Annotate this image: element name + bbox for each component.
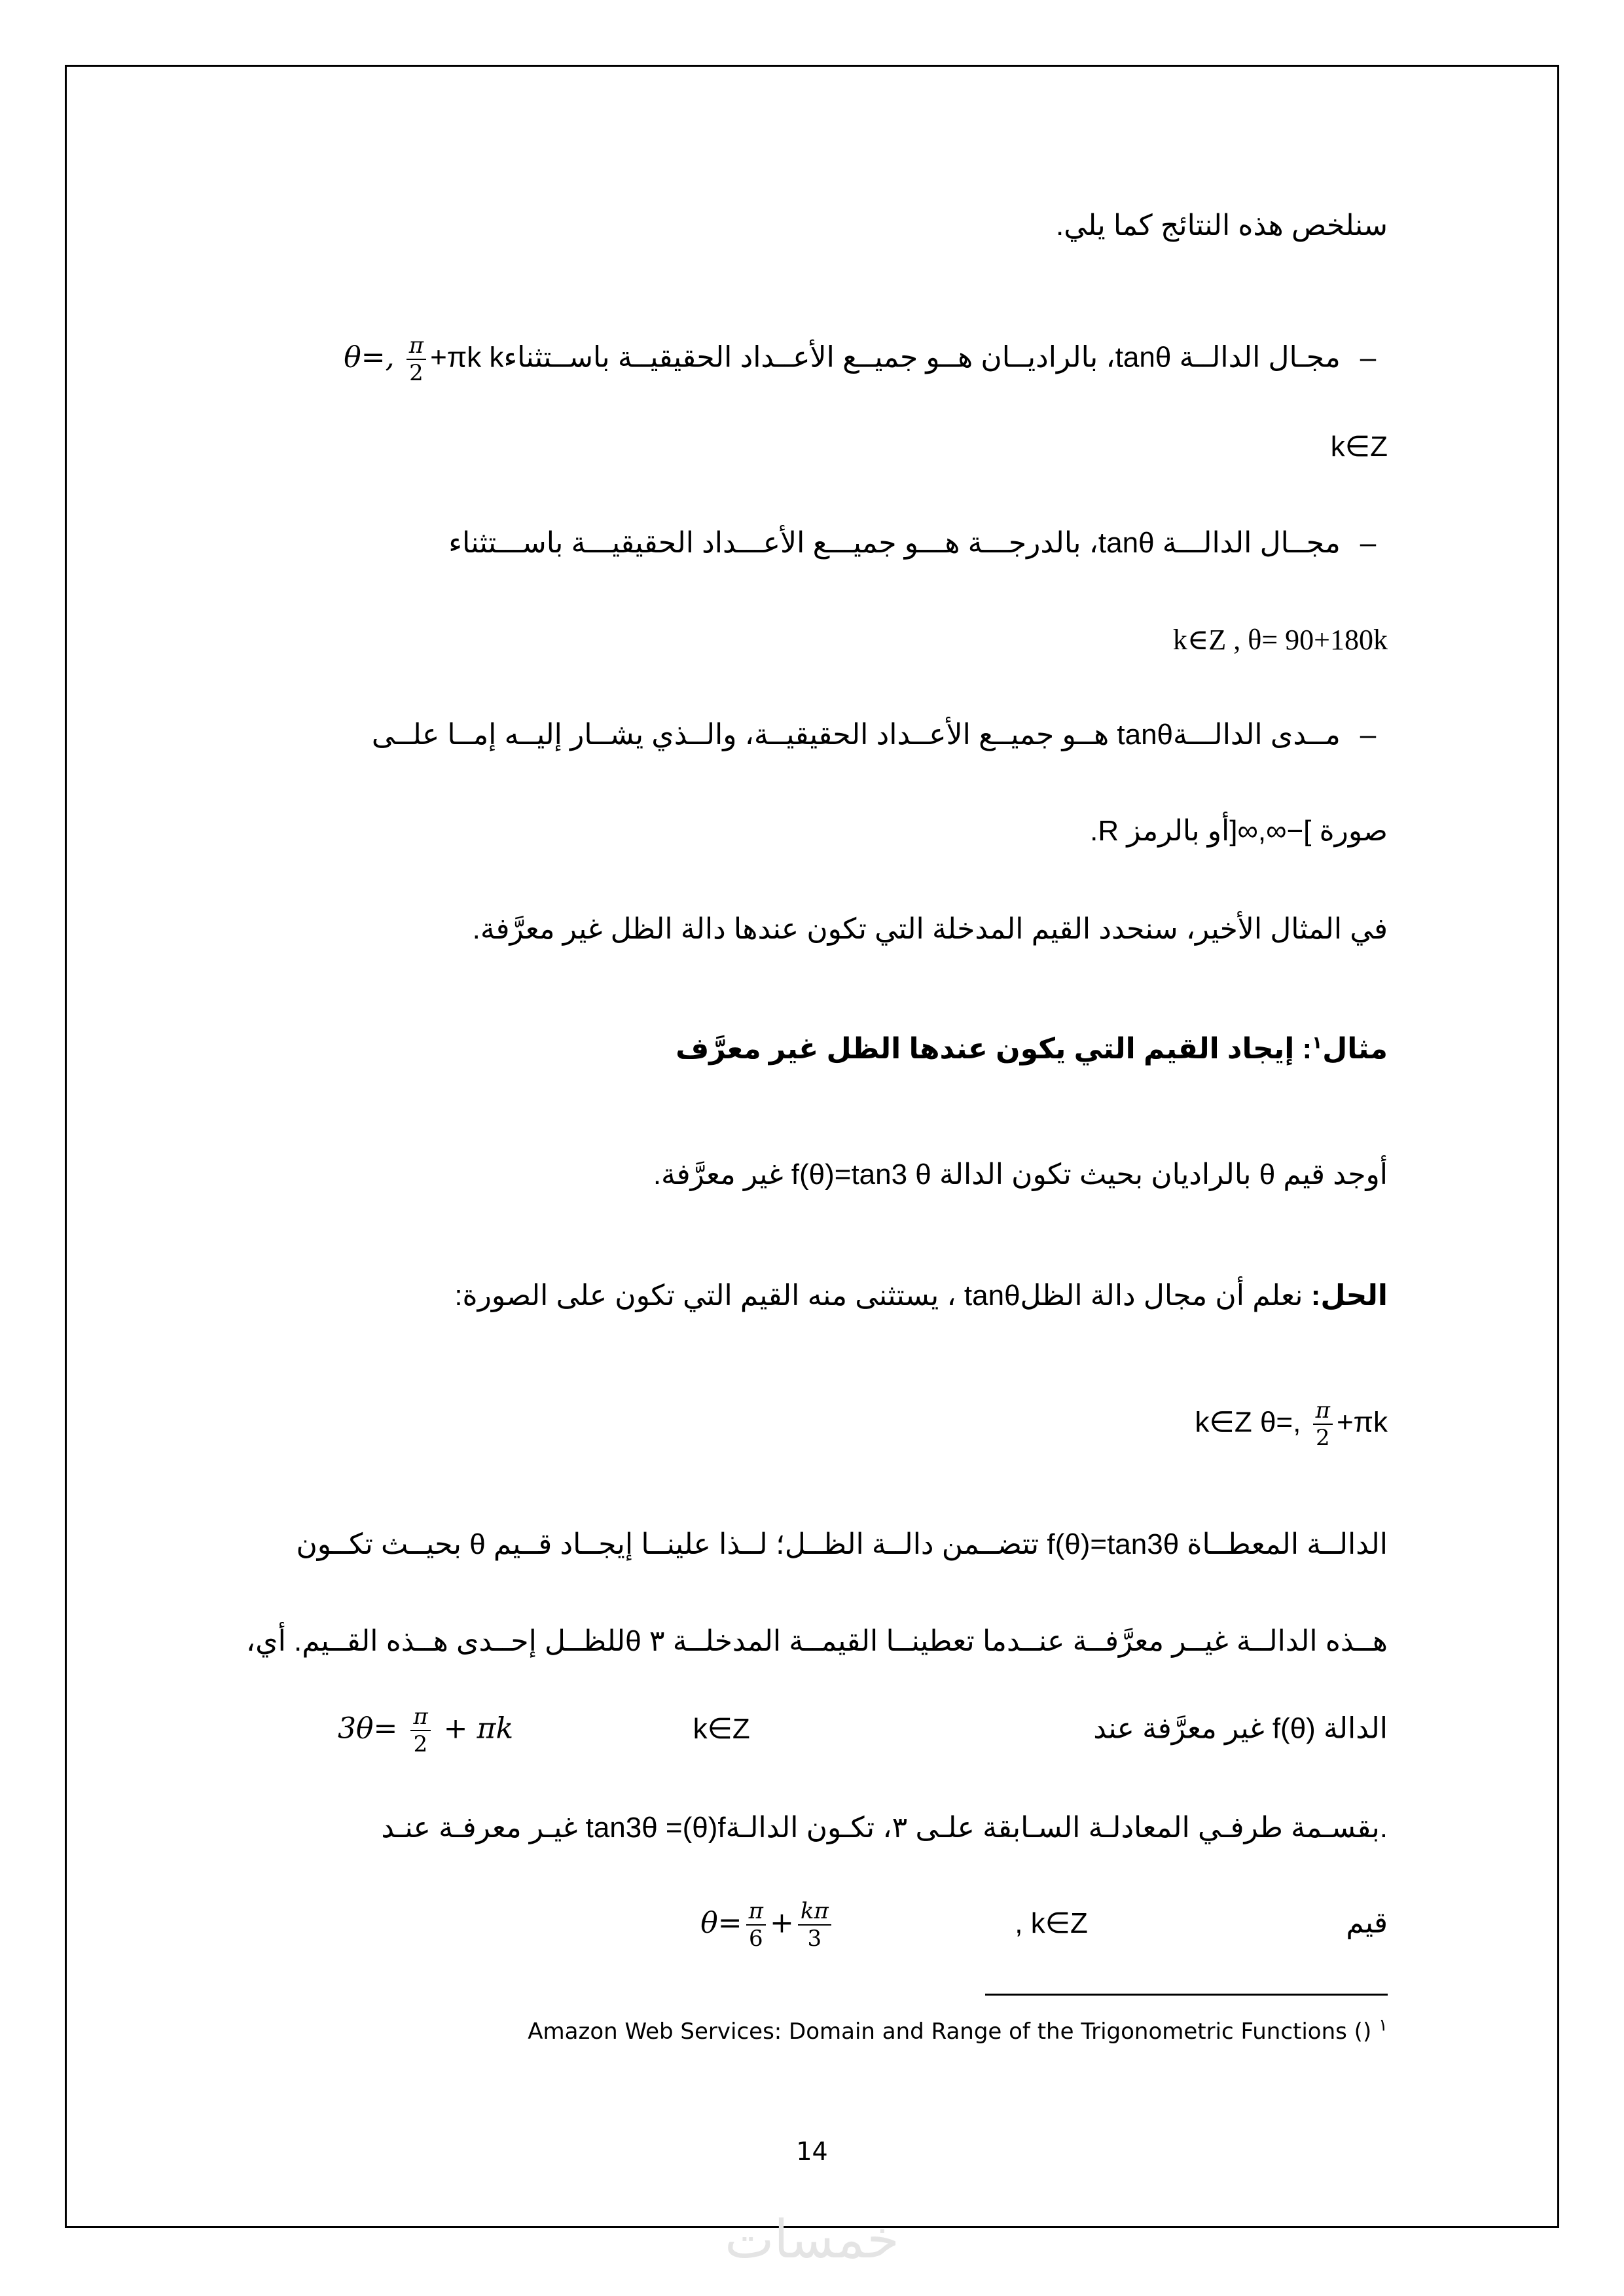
formula-tail: +πk	[1336, 1406, 1388, 1439]
bullet-3-text: مــدى الدالـــةtanθ هــو جميــع الأعــداد الحقيقيــة، والــذي يشــار إليــه إمــا علــى	[371, 719, 1341, 751]
condition-text: الدالة f(θ) غير معرَّفة عند	[1093, 1712, 1388, 1745]
fraction-numerator: π	[410, 1704, 430, 1731]
result-fraction-1	[746, 1898, 766, 1952]
example-heading	[245, 1030, 1388, 1069]
fraction-denominator: 2	[409, 360, 424, 386]
solution-text: نعلم أن مجال دالة الظلtanθ ، يستثنى منه القيم التي تكون على الصورة:	[454, 1280, 1311, 1312]
watermark-logo: خمسات	[725, 2210, 899, 2269]
fraction-denominator: 6	[748, 1926, 763, 1952]
bullet-1-fraction	[406, 332, 426, 386]
bullet-1-formula	[344, 332, 481, 386]
fraction-denominator: 2	[1315, 1425, 1330, 1451]
result-label: قيم	[1346, 1907, 1388, 1939]
last-example-text: في المثال الأخير، سنحدد القيم المدخلة التي تكون عندها دالة الظل غير معرَّفة.	[472, 913, 1388, 945]
condition-equation	[338, 1704, 513, 1757]
paragraph-line-1	[245, 1525, 1388, 1564]
bullet-2-formula: k∈Z , θ= 90+180k	[1172, 624, 1388, 656]
fraction-numerator: kπ	[798, 1898, 831, 1926]
page-number: 14	[796, 2137, 828, 2166]
result-theta: θ=	[700, 1906, 742, 1940]
bullet-3-continuation	[245, 812, 1388, 851]
summary-text: سنلخص هذه النتائج كما يلي.	[1055, 209, 1388, 242]
equation-left: 3θ=	[337, 1712, 398, 1746]
summary-line	[245, 206, 1388, 245]
result-equation	[700, 1898, 835, 1952]
footnote-rule	[985, 1994, 1388, 1996]
condition-line	[245, 1704, 1388, 1757]
fraction-numerator: π	[746, 1898, 766, 1926]
last-example-paragraph	[245, 910, 1388, 949]
result-plus: +	[769, 1906, 794, 1940]
solution-line	[245, 1276, 1388, 1316]
paragraph-2-text: هــذه الدالــة غيــر معرَّفــة عنــدما تعطينــا القيمــة المدخلــة ٣ θللظــل إحــدى هــذه القــيم. أي،	[245, 1625, 1388, 1657]
bullet-dash: –	[1360, 341, 1377, 374]
bullet-3-cont-text: صورة ]−∞,∞[أو بالرمز R.	[1090, 815, 1388, 847]
footnote	[245, 2017, 1388, 2046]
bullet-1-continuation	[245, 427, 1388, 467]
result-line	[245, 1898, 1388, 1952]
result-fraction-2	[798, 1898, 831, 1952]
bullet-1-text: مجـال الدالــة tanθ، بالراديــان هــو جميــع الأعــداد الحقيقيــة باســتثناءk	[489, 341, 1341, 374]
bullet-2-continuation	[245, 620, 1388, 660]
equation-fraction	[410, 1704, 430, 1757]
formula-fraction	[1313, 1397, 1333, 1451]
paragraph-line-2	[245, 1622, 1388, 1661]
bullet-domain-degrees	[245, 524, 1388, 563]
domain-formula	[1195, 1397, 1388, 1451]
solution-label: الحل:	[1310, 1280, 1388, 1312]
equation-right: + πk	[443, 1712, 514, 1746]
example-label: مثال	[1322, 1033, 1388, 1065]
bullet-dash: –	[1360, 527, 1377, 559]
bullet-1-kz: k∈Z	[1330, 431, 1388, 463]
division-line	[245, 1808, 1388, 1848]
bullet-range	[245, 715, 1388, 755]
bullet-domain-radians	[245, 332, 1388, 386]
fraction-numerator: π	[406, 332, 426, 360]
formula-prefix: k∈Z θ=,	[1195, 1406, 1301, 1439]
division-text: .بقسـمة طرفـي المعادلـة السـابقة علـى ٣، تكـون الدالـةtan3θ =(θ)f غيـر معرفـة عنـد	[381, 1812, 1388, 1844]
footnote-text: Amazon Web Services: Domain and Range of the Trigonometric Functions ()	[528, 2018, 1372, 2045]
bullet-dash: –	[1360, 719, 1377, 751]
question-line	[245, 1155, 1388, 1194]
fraction-denominator: 3	[807, 1926, 822, 1952]
question-text: أوجد قيم θ بالراديان بحيث تكون الدالة f(θ)=tan3 θ غير معرَّفة.	[653, 1158, 1388, 1191]
fraction-denominator: 2	[413, 1731, 428, 1757]
bullet-1-tail: +πk	[430, 341, 482, 374]
condition-kz: k∈Z	[693, 1712, 750, 1745]
bullet-2-text: مجــال الدالـــة tanθ، بالدرجـــة هـــو جميـــع الأعـــداد الحقيقيـــة باســـتثناء	[448, 527, 1341, 559]
paragraph-1-text: الدالــة المعطــاة f(θ)=tan3θ تتضــمن دالــة الظــل؛ لــذا علينــا إيجــاد قــيم θ بحيــث تكــون	[296, 1528, 1388, 1560]
footnote-ref: ١	[1312, 1032, 1323, 1052]
result-kz: , k∈Z	[1015, 1907, 1088, 1939]
footnote-marker: ١	[1379, 2015, 1388, 2036]
domain-formula-line	[245, 1397, 1388, 1451]
fraction-numerator: π	[1313, 1397, 1333, 1425]
example-title: : إيجاد القيم التي يكون عندها الظل غير معرَّف	[676, 1033, 1312, 1065]
bullet-1-theta: θ=,	[344, 340, 395, 374]
